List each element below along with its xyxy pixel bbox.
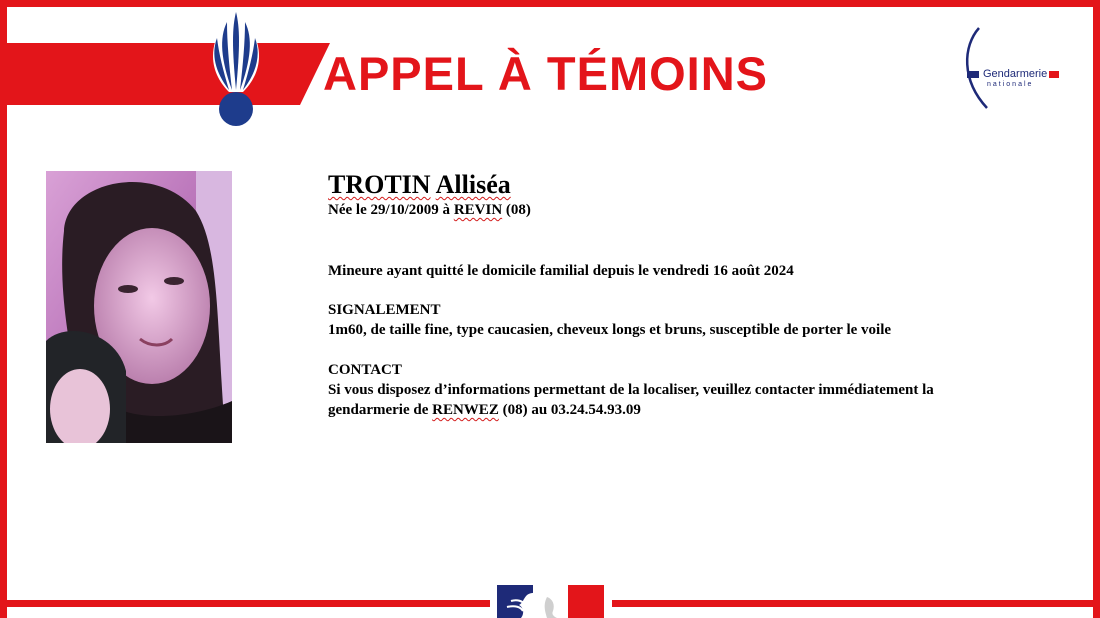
- contact-heading: CONTACT: [328, 362, 402, 378]
- birth-info: [328, 200, 1068, 220]
- description-text: 1m60, de taille fine, type caucasien, cheveux longs et bruns, susceptible de porter le voile: [328, 322, 892, 338]
- contact-phone: (08) au 03.24.54.93.09: [498, 402, 641, 418]
- missing-person-photo: [46, 171, 232, 443]
- contact-prefix: gendarmerie de: [328, 402, 433, 418]
- marianne-logo-icon: [497, 585, 604, 618]
- logo-name: Gendarmerie: [983, 68, 1048, 80]
- logo-subtitle: nationale: [987, 81, 1034, 88]
- person-first-name: Alliséa: [435, 170, 511, 199]
- description-heading: SIGNALEMENT: [328, 302, 441, 318]
- bottom-border-left: [0, 600, 490, 607]
- birth-prefix: Née le 29/10/2009 à: [328, 202, 454, 218]
- person-name: [328, 170, 1068, 200]
- contact-city: RENWEZ: [432, 402, 499, 418]
- birth-city: REVIN: [453, 202, 503, 218]
- person-last-name: TROTIN: [328, 170, 431, 199]
- banner-bar-shape: [0, 43, 330, 105]
- title-banner: [0, 43, 330, 105]
- contact-line-1: Si vous disposez d’informations permettant de la localiser, veuillez contacter immédiatement la: [328, 382, 934, 398]
- page-title: APPEL À TÉMOINS: [323, 47, 769, 100]
- birth-suffix: (08): [502, 202, 531, 218]
- disappearance-notice: Mineure ayant quitté le domicile familial depuis le vendredi 16 août 2024: [328, 263, 794, 279]
- grenade-flame-icon: [205, 8, 267, 130]
- notice-content: [328, 170, 1068, 420]
- contact-line-2: [328, 400, 1068, 420]
- bottom-border-right: [612, 600, 1100, 607]
